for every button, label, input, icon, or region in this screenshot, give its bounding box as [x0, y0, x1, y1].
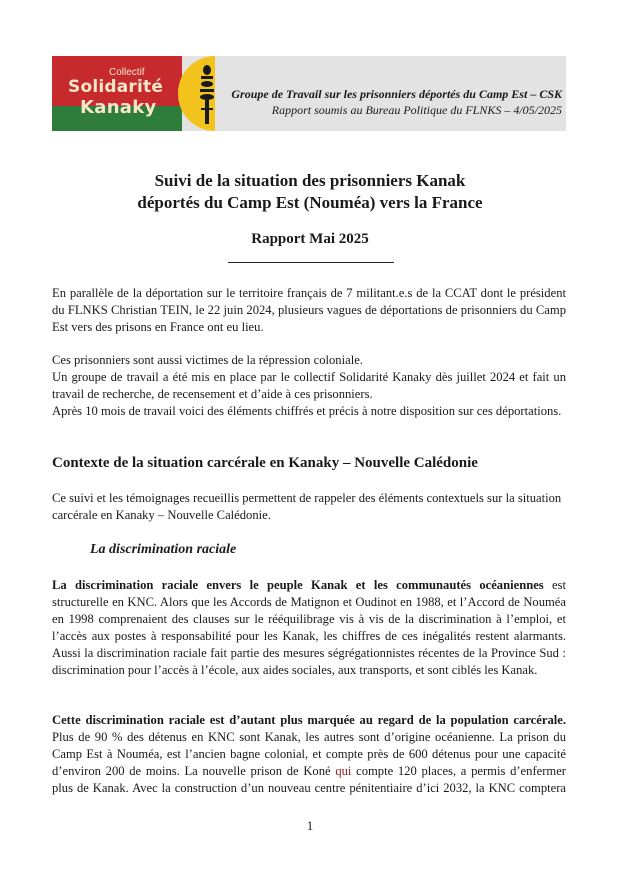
disc2-text-2: compte 120 places, a permis d’enfermer plus de Kanak. Avec la construction d’un nouveau centre pénitentiaire d’ici 2032, la KNC comptera	[52, 763, 567, 795]
disc2-text-1: Plus de 90 % des détenus en KNC sont Kanak, les autres sont d’origine océanienne. La prison du Camp Est à Nouméa, est l’ancien bagne colonial, et compte près de 600 détenus pour une capacité d’environ 200 de moins. La nouvelle prison de Koné	[52, 729, 566, 778]
header-line-2: Rapport soumis au Bureau Politique du FLNKS – 4/05/2025	[271, 103, 562, 117]
context-text: Ce suivi et les témoignages recueillis permettent de rappeler des éléments contextuels sur la situation carcérale en Kanaky – Nouvelle Calédonie.	[52, 491, 562, 522]
header-banner	[52, 56, 566, 131]
context-paragraph	[52, 490, 566, 524]
para2-line-b: Un groupe de travail a été mis en place par le collectif Solidarité Kanaky dès juillet 2024 et fait un travail de recherche, de recensement et d’aide à ces prisonniers.	[52, 369, 566, 401]
logo-kanaky: Kanaky	[80, 97, 157, 118]
discrimination-paragraph-2	[52, 712, 566, 797]
para2-line-c: Après 10 mois de travail voici des éléments chiffrés et précis à notre disposition sur ces déportations.	[52, 403, 562, 418]
collectif-solidarite-kanaky-logo	[52, 56, 215, 131]
page-number: 1	[306, 818, 314, 833]
logo-solidarite: Solidarité	[68, 77, 164, 97]
intro-paragraph	[52, 285, 566, 336]
subsection-heading: La discrimination raciale	[90, 542, 237, 557]
disc2-bold: Cette discrimination raciale est d’autant plus marquée au regard de la population carcérale.	[52, 713, 566, 727]
document-title-line-2: déportés du Camp Est (Nouméa) vers la France	[137, 193, 483, 212]
header-line-1: Groupe de Travail sur les prisonniers déportés du Camp Est – CSK	[231, 87, 562, 101]
disc2-qui: qui	[335, 763, 352, 778]
disc1-text: est structurelle en KNC. Alors que les Accords de Matignon et Oudinot en 1988, et l’Accord de Nouméa en 1998 comprenaient des clauses sur le rééquilibrage vis à vis de la discrimination à l’emploi, et l’accès aux postes à responsabilité pour les Kanak, les chiffres de ces inégalités restent alarmants. Aussi la discrimination raciale fait partie des mesures ségrégationnistes récentes de la Province Sud : discrimination pour l’accès à l’école, aux aides sociales, aux transports, et sont ciblés les Kanak.	[52, 578, 567, 677]
discrimination-paragraph-1	[52, 577, 566, 678]
document-title-line-1: Suivi de la situation des prisonniers Kanak	[154, 171, 466, 190]
context-intro-paragraph	[52, 352, 566, 420]
logo-collectif: Collectif	[109, 67, 145, 78]
disc1-bold: La discrimination raciale envers le peuple Kanak et les communautés océaniennes	[52, 578, 544, 592]
para2-line-a: Ces prisonniers sont aussi victimes de la répression coloniale.	[52, 353, 363, 367]
report-subtitle: Rapport Mai 2025	[251, 231, 369, 247]
fleche-faitiere-icon	[198, 64, 215, 124]
title-divider	[228, 262, 394, 263]
intro-text: En parallèle de la déportation sur le territoire français de 7 militant.e.s de la CCAT dont le président du FLNKS Christian TEIN, le 22 juin 2024, plusieurs vagues de déportations de prisonniers du Camp Est vers des prisons en France ont eu lieu.	[52, 286, 566, 334]
section-heading: Contexte de la situation carcérale en Kanaky – Nouvelle Calédonie	[52, 455, 478, 471]
